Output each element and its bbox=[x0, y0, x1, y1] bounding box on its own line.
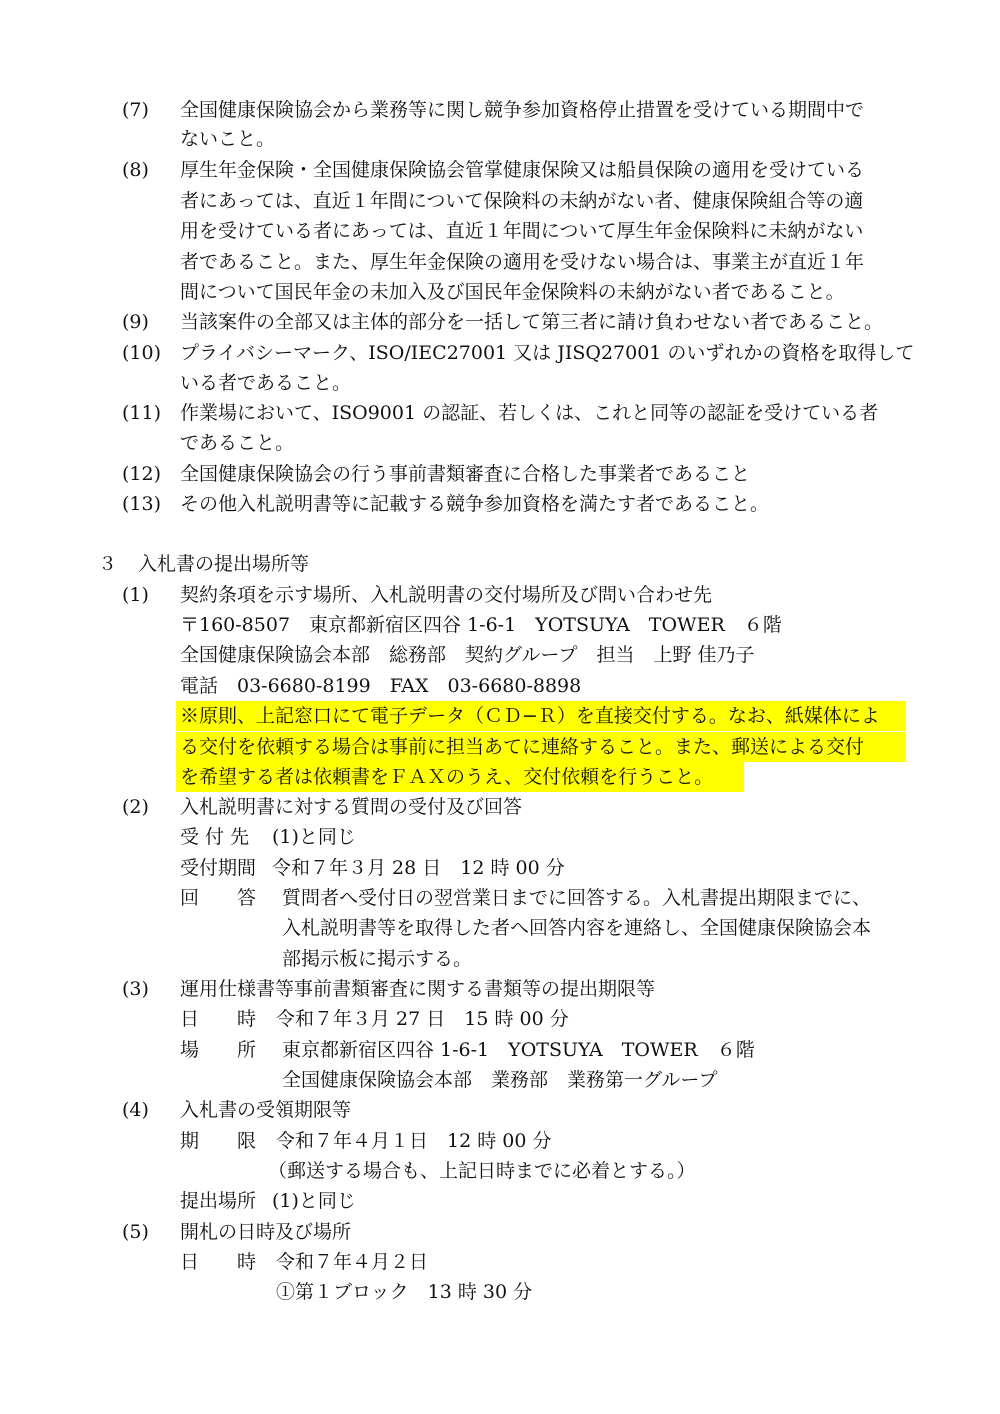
answer-line-2: 入札説明書等を取得した者へ回答内容を連絡し、全国健康保険協会本 bbox=[282, 917, 872, 939]
item-7-line-1: 全国健康保険協会から業務等に関し競争参加資格停止措置を受けている期間中で bbox=[180, 99, 865, 121]
contact-tel-fax: 電話 03-6680-8199 FAX 03-6680-8898 bbox=[180, 675, 582, 697]
sub-3-place-value: 東京都新宿区四谷 1-6-1 YOTSUYA TOWER ６階 bbox=[282, 1039, 755, 1061]
section-3-title: 入札書の提出場所等 bbox=[138, 553, 310, 575]
item-10-line-2: いる者であること。 bbox=[180, 372, 352, 394]
sub-2-title: 入札説明書に対する質問の受付及び回答 bbox=[180, 796, 523, 818]
sub-5-number: (5) bbox=[122, 1221, 149, 1243]
submit-place-value: (1)と同じ bbox=[272, 1190, 356, 1212]
notice-line-1: ※原則、上記窓口にて電子データ（ＣＤ−Ｒ）を直接交付する。なお、紙媒体によ bbox=[180, 705, 880, 727]
notice-line-2: る交付を依頼する場合は事前に担当あてに連絡すること。また、郵送による交付 bbox=[180, 736, 865, 758]
reception-label: 受 付 先 bbox=[180, 826, 250, 848]
item-9-number: (9) bbox=[122, 311, 149, 333]
sub-4-number: (4) bbox=[122, 1099, 149, 1121]
answer-label: 回 答 bbox=[180, 887, 257, 909]
sub-3-date-label: 日 時 bbox=[180, 1008, 257, 1030]
item-7-number: (7) bbox=[122, 99, 149, 121]
item-12-number: (12) bbox=[122, 463, 162, 485]
item-10-line-1: プライバシーマーク、ISO/IEC27001 又は JISQ27001 のいずれかの資格を取得して bbox=[180, 342, 915, 364]
period-value: 令和７年３月 28 日 12 時 00 分 bbox=[272, 857, 565, 879]
sub-5-title: 開札の日時及び場所 bbox=[180, 1221, 352, 1243]
item-9-line-1: 当該案件の全部又は主体的部分を一括して第三者に請け負わせない者であること。 bbox=[180, 311, 884, 333]
item-11-number: (11) bbox=[122, 402, 162, 424]
item-8-line-5: 間について国民年金の未加入及び国民年金保険料の未納がない者であること。 bbox=[180, 281, 845, 303]
opening-date-label: 日 時 bbox=[180, 1251, 257, 1273]
sub-3-date-value: 令和７年３月 27 日 15 時 00 分 bbox=[276, 1008, 569, 1030]
opening-block-1: ①第１ブロック 13 時 30 分 bbox=[276, 1281, 533, 1303]
sub-2-number: (2) bbox=[122, 796, 149, 818]
reception-value: (1)と同じ bbox=[272, 826, 356, 848]
item-11-line-2: であること。 bbox=[180, 432, 295, 454]
sub-3-title: 運用仕様書等事前書類審査に関する書類等の提出期限等 bbox=[180, 978, 656, 1000]
item-12-line-1: 全国健康保険協会の行う事前書類審査に合格した事業者であること bbox=[180, 463, 751, 485]
deadline-label: 期 限 bbox=[180, 1130, 257, 1152]
item-8-line-3: 用を受けている者にあっては、直近１年間について厚生年金保険料に未納がない bbox=[180, 220, 864, 242]
period-label: 受付期間 bbox=[180, 857, 257, 879]
item-10-number: (10) bbox=[122, 342, 162, 364]
contact-office: 全国健康保険協会本部 総務部 契約グループ 担当 上野 佳乃子 bbox=[180, 644, 755, 666]
opening-date-value: 令和７年４月２日 bbox=[276, 1251, 429, 1273]
item-8-line-1: 厚生年金保険・全国健康保険協会管掌健康保険又は船員保険の適用を受けている bbox=[180, 159, 865, 181]
item-13-number: (13) bbox=[122, 493, 162, 515]
submit-place-label: 提出場所 bbox=[180, 1190, 257, 1212]
item-13-line-1: その他入札説明書等に記載する競争参加資格を満たす者であること。 bbox=[180, 493, 770, 515]
item-11-line-1: 作業場において、ISO9001 の認証、若しくは、これと同等の認証を受けている者 bbox=[180, 402, 879, 424]
item-8-number: (8) bbox=[122, 159, 149, 181]
deadline-note: （郵送する場合も、上記日時までに必着とする。） bbox=[268, 1160, 696, 1182]
sub-3-place-value-2: 全国健康保険協会本部 業務部 業務第一グループ bbox=[282, 1069, 718, 1091]
deadline-value: 令和７年４月１日 12 時 00 分 bbox=[276, 1130, 552, 1152]
answer-line-1: 質問者へ受付日の翌営業日までに回答する。入札書提出期限までに、 bbox=[282, 887, 872, 909]
item-8-line-2: 者にあっては、直近１年間について保険料の未納がない者、健康保険組合等の適 bbox=[180, 190, 864, 212]
sub-3-place-label: 場 所 bbox=[180, 1039, 257, 1061]
section-3-number: ３ bbox=[98, 553, 118, 575]
sub-4-title: 入札書の受領期限等 bbox=[180, 1099, 352, 1121]
sub-1-title: 契約条項を示す場所、入札説明書の交付場所及び問い合わせ先 bbox=[180, 584, 713, 606]
sub-3-number: (3) bbox=[122, 978, 149, 1000]
postal-address: 〒160-8507 東京都新宿区四谷 1-6-1 YOTSUYA TOWER ６階 bbox=[180, 614, 782, 636]
item-8-line-4: 者であること。また、厚生年金保険の適用を受けない場合は、事業主が直近１年 bbox=[180, 251, 865, 273]
answer-line-3: 部掲示板に掲示する。 bbox=[282, 948, 473, 970]
notice-line-3: を希望する者は依頼書をＦＡＸのうえ、交付依頼を行うこと。 bbox=[180, 766, 714, 788]
item-7-line-2: ないこと。 bbox=[180, 128, 276, 150]
sub-1-number: (1) bbox=[122, 584, 149, 606]
